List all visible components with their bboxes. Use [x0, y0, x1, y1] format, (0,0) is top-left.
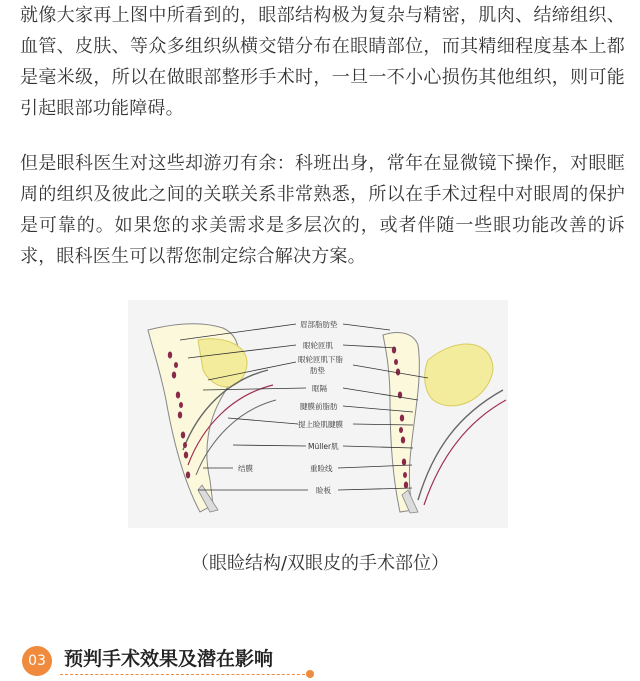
section-title: 预判手术效果及潜在影响 [64, 648, 274, 670]
underline-dot-icon [306, 670, 314, 678]
label-brow-fat: 眉部脂肪垫 [300, 320, 338, 329]
label-preaponeurotic-fat: 腱膜前脂肪 [300, 402, 338, 411]
heading-underline [60, 674, 310, 675]
label-muller: Müller肌 [308, 442, 339, 451]
label-retro-fat-2: 肪垫 [310, 366, 325, 375]
paragraph-ophthalmologist: 但是眼科医生对这些却游刃有余：科班出身，常年在显微镜下操作，对眼眶周的组织及彼此之间的关联关系非常熟悉，所以在手术过程中对眼周的保护是可靠的。如果您的求美需求是多层次的，或者伴随一些眼功能改善的诉求，眼科医生可以帮您制定综合解决方案。 [20, 153, 625, 267]
figure-caption: （眼睑结构/双眼皮的手术部位） [190, 553, 450, 574]
label-levator: 提上睑肌腱膜 [298, 420, 343, 429]
section-heading [22, 640, 322, 680]
section-number-badge: 03 [22, 646, 52, 676]
paragraph-eye-structure: 就像大家再上图中所看到的，眼部结构极为复杂与精密，肌肉、结缔组织、血管、皮肤、等众多组织纵横交错分布在眼睛部位，而其精细程度基本上都是毫米级，所以在做眼部整形手术时，一旦一不小心损伤其他组织，则可能引起眼部功能障碍。 [20, 5, 625, 119]
label-septum: 眶隔 [312, 384, 327, 393]
label-orbicularis: 眼轮匝肌 [303, 341, 333, 350]
label-lid-crease: 重睑线 [310, 464, 333, 473]
eyelid-anatomy-diagram [128, 300, 508, 528]
label-tarsus: 睑板 [316, 486, 331, 495]
label-conjunctiva: 结膜 [238, 464, 253, 473]
label-retro-fat-1: 眼轮匝肌下脂 [298, 355, 343, 364]
eyelid-anatomy-svg [128, 300, 508, 528]
